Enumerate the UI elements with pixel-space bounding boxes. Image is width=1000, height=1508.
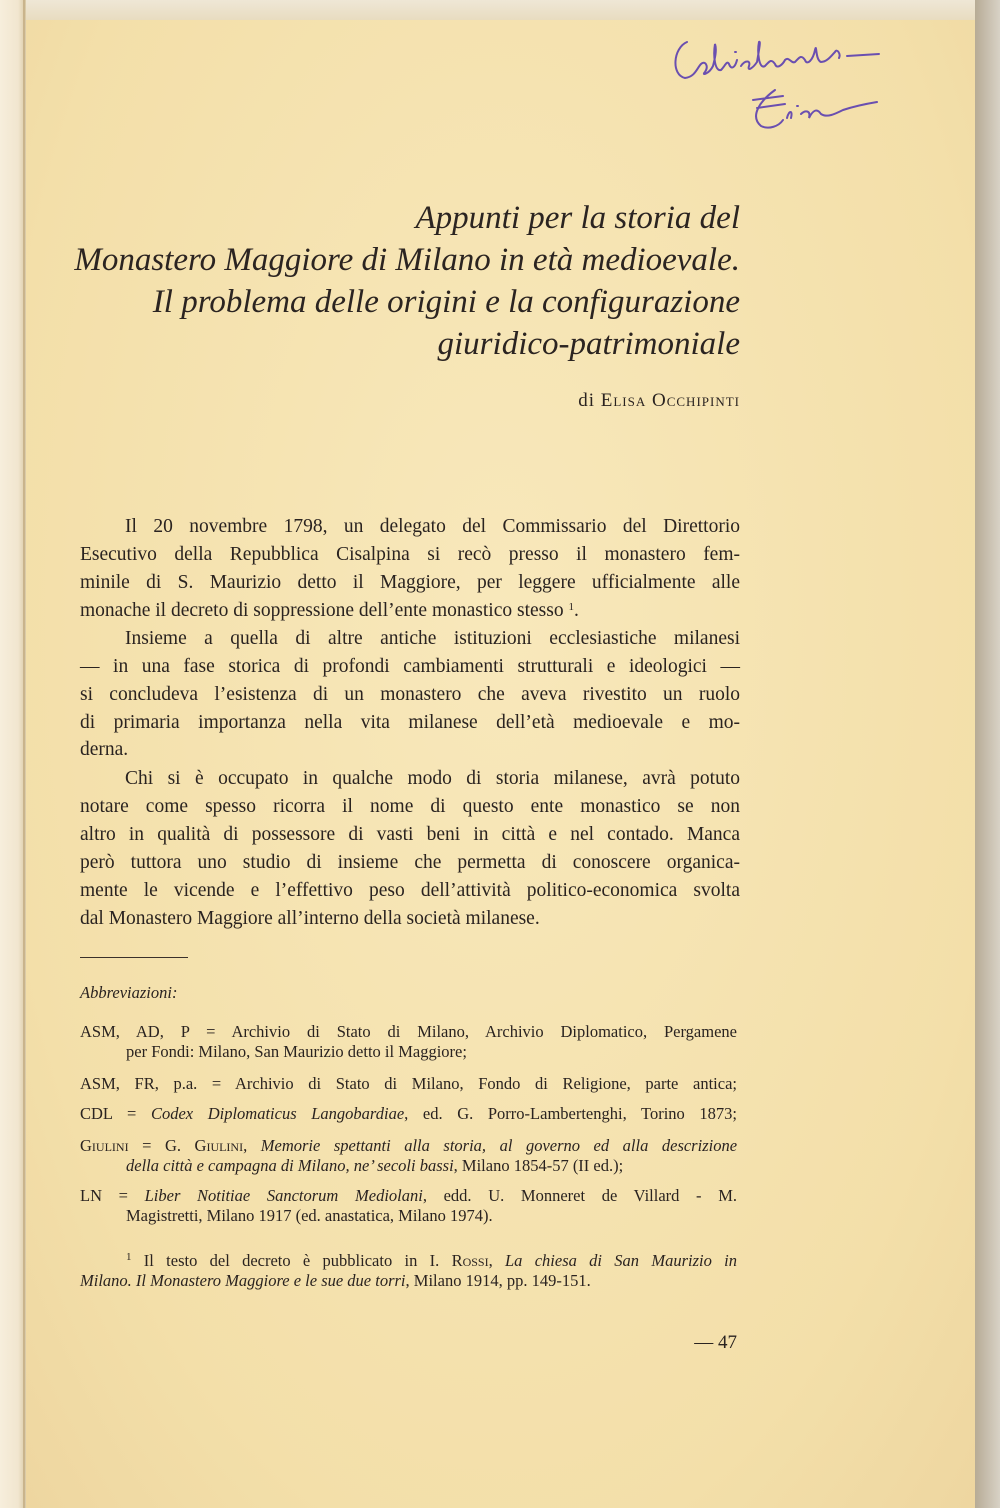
page-left-edge xyxy=(0,0,26,1508)
abbreviation-asm-ad-cont: per Fondi: Milano, San Maurizio detto il Maggiore; xyxy=(126,1042,467,1061)
footnote-1: $^1$ Il testo del decreto è pubblicato in I. Rossi, La chiesa di San Maurizio in xyxy=(126,1251,737,1270)
footnote-number: 1 xyxy=(126,1251,132,1263)
abbr-key: Giulini = xyxy=(80,1136,152,1155)
footnote-1-cont xyxy=(80,1271,737,1291)
author-line xyxy=(578,390,740,412)
body-line: — in una fase storica di profondi cambiamenti strutturali e ideologici — xyxy=(80,656,740,677)
body-line: di primaria importanza nella vita milanese dell’età medioevale e mo- xyxy=(80,712,740,733)
scan-right-edge xyxy=(975,0,1000,1508)
abbreviation-giulini-cont xyxy=(126,1156,737,1176)
page-top-edge xyxy=(26,0,975,22)
body-line: però tuttora uno studio di insieme che permetta di conoscere organica- xyxy=(80,852,740,873)
abbr-text: Archivio di Stato di Milano, Archivio Diplomatico, Pergamene xyxy=(231,1022,737,1041)
body-line: altro in qualità di possessore di vasti beni in città e nel contado. Manca xyxy=(80,824,740,845)
abbr-title: della città e campagna di Milano, ne’ secoli bassi xyxy=(126,1156,454,1175)
abbreviation-cdl xyxy=(80,1104,737,1124)
footnote-text: , Milano 1914, pp. 149-151. xyxy=(405,1271,591,1290)
footnote-divider xyxy=(80,957,188,958)
abbr-text: , edd. U. Monneret de Villard - M. xyxy=(422,1186,737,1205)
body-line: derna. xyxy=(80,739,129,760)
handwritten-dedication xyxy=(665,30,905,140)
footnote-reference[interactable]: 1 xyxy=(568,601,574,613)
abbr-author: G. Giulini xyxy=(164,1136,244,1155)
title-line-3: Il problema delle origini e la configurazione xyxy=(152,284,740,320)
abbr-key: LN = xyxy=(80,1186,128,1205)
author-name: Elisa Occhipinti xyxy=(600,390,740,411)
title-line-2: Monastero Maggiore di Milano in età medioevale. xyxy=(74,242,740,278)
abbreviations-heading: Abbreviazioni: xyxy=(80,983,178,1002)
abbr-key: ASM, FR, p.a. = xyxy=(80,1074,222,1093)
abbreviation-ln-cont: Magistretti, Milano 1917 (ed. anastatica, Milano 1974). xyxy=(126,1206,493,1225)
abbr-title: Codex Diplomaticus Langobardiae xyxy=(150,1104,405,1123)
abbr-key: CDL = xyxy=(80,1104,137,1123)
body-line: Il 20 novembre 1798, un delegato del Commissario del Direttorio xyxy=(125,516,740,537)
body-line: mente le vicende e l’effettivo peso dell’attività politico-economica svolta xyxy=(80,880,740,901)
body-line: Insieme a quella di altre antiche istituzioni ecclesiastiche milanesi xyxy=(125,628,740,649)
body-line: si concludeva l’esistenza di un monastero che aveva rivestito un ruolo xyxy=(80,684,740,705)
abbr-text: , Milano 1854-57 (II ed.); xyxy=(453,1156,624,1175)
abbreviation-ln xyxy=(80,1186,737,1206)
abbreviation-asm-ad xyxy=(80,1022,737,1042)
body-text: monache il decreto di soppressione dell’ente monastico stesso xyxy=(80,600,564,621)
footnote-text: Il testo del decreto è pubblicato in I. xyxy=(143,1251,440,1270)
body-line: monache il decreto di soppressione dell’ente monastico stesso $^1$. xyxy=(80,600,579,621)
abbr-title: Memorie spettanti alla storia, al governo ed alla descrizione xyxy=(260,1136,738,1155)
title-line-4: giuridico-patrimoniale xyxy=(437,326,740,362)
author-prefix: di xyxy=(578,390,595,411)
body-line: notare come spesso ricorra il nome di questo ente monastico se non xyxy=(80,796,740,817)
title-line-1: Appunti per la storia del xyxy=(415,200,740,236)
abbr-text: Archivio di Stato di Milano, Fondo di Religione, parte antica; xyxy=(234,1074,737,1093)
body-line: minile di S. Maurizio detto il Maggiore, per leggere ufficialmente alle xyxy=(80,572,740,593)
body-line: Chi si è occupato in qualche modo di storia milanese, avrà potuto xyxy=(125,768,740,789)
footnote-title: La chiesa di San Maurizio in xyxy=(505,1251,737,1270)
abbr-text: , ed. G. Porro-Lambertenghi, Torino 1873; xyxy=(404,1104,737,1123)
abbr-key: ASM, AD, P = xyxy=(80,1022,216,1041)
abbreviation-asm-fr xyxy=(80,1074,737,1094)
footnote-title: Milano. Il Monastero Maggiore e le sue due torri xyxy=(80,1271,406,1290)
footnote-author: Rossi xyxy=(451,1251,489,1270)
body-line: dal Monastero Maggiore all’interno della società milanese. xyxy=(80,908,540,929)
abbr-title: Liber Notitiae Sanctorum Mediolani xyxy=(144,1186,423,1205)
page-number: — 47 xyxy=(694,1332,737,1353)
body-line: Esecutivo della Repubblica Cisalpina si recò presso il monastero fem- xyxy=(80,544,740,565)
abbreviation-giulini: Giulini = G. Giulini, Memorie spettanti alla storia, al governo ed alla descrizione xyxy=(80,1136,738,1155)
